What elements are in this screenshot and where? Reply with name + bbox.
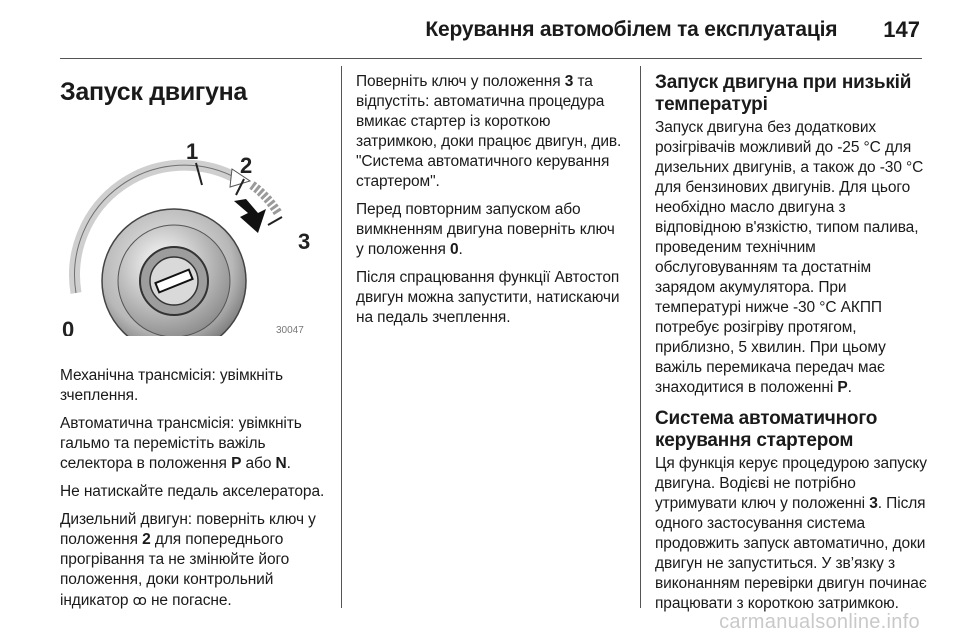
position-label-3: 3 [298, 229, 311, 254]
paragraph [60, 510, 328, 611]
para-text: Дизельний двигун: поверніть ключ у положення [60, 511, 316, 548]
para-text: Поверніть ключ у положення [356, 73, 565, 90]
position-n: N [275, 455, 287, 472]
paragraph [655, 118, 927, 398]
watermark-url: carmanualsonline.info [719, 611, 920, 633]
para-text: Запуск двигуна без додаткових розігрівачів можливий до -25 °C для дизельних двигунів, а також до -30 °C для бензинових двигунів. Для цього необхідно масло двигуна з відповідною в'язкістю, типом палива, проведеним технічним обслуговуванням та достатнім зарядом акумулятора. При температурі нижче -30 °C АКПП потребує розігріву протягом, приблизно, 5 хвилин. При цьому важіль перемикача передач має знаходитися в положенні [655, 119, 924, 396]
para-text: . [847, 379, 852, 396]
header-rule [60, 58, 922, 59]
para-text: або [241, 455, 276, 472]
ignition-switch-illustration [62, 121, 324, 336]
column-2 [356, 66, 626, 608]
engine-start-steps [60, 366, 328, 611]
para-text: Після спрацювання функції Автостоп двигун можна запустити, натискаючи на педаль зчеплення. [356, 269, 620, 326]
page-number: 147 [883, 17, 920, 42]
paragraph [356, 268, 626, 328]
position-label-0: 0 [62, 317, 75, 336]
position-0: 0 [450, 241, 459, 258]
position-label-1: 1 [186, 139, 199, 164]
position-label-2: 2 [240, 153, 253, 178]
paragraph [655, 454, 927, 614]
para-text: Механічна трансмісія: увімкніть зчеплення. [60, 367, 284, 404]
paragraph [60, 366, 328, 406]
para-text: . Після одного застосування система продовжить запуск автоматично, доки двигун не запуститься. У зв’язку з виконанням перевірки двигун починає працювати з короткою затримкою. [655, 495, 927, 612]
paragraph [60, 414, 328, 474]
subsection-title-autostart: Система автоматичного керування стартером [655, 408, 878, 451]
ignition-figure [62, 121, 324, 336]
para-text: Перед повторним запуском або вимкненням двигуна поверніть ключ у положення [356, 201, 615, 258]
page-header [60, 14, 920, 46]
section-title-engine-start: Запуск двигуна [60, 78, 248, 106]
position-3: 3 [869, 495, 878, 512]
position-p: P [837, 379, 848, 396]
paragraph [60, 482, 328, 502]
column-divider-2 [640, 66, 641, 608]
para-text: не погасне. [146, 592, 232, 609]
para-text: для попереднього прогрівання та не змінюйте його положення, доки контрольний індикатор [60, 531, 290, 609]
para-text: та відпустіть: автоматична процедура вмикає стартер із короткою затримкою, доки працює двигун, див. "Система автоматичного керування стартером". [356, 73, 622, 190]
column-1 [60, 66, 328, 608]
paragraph [356, 200, 626, 260]
header-title: Керування автомобілем та експлуатація [425, 18, 838, 41]
column-divider-1 [341, 66, 342, 608]
para-text: Ця функція керує процедурою запуску двигуна. Водієві не потрібно утримувати ключ у положенні [655, 455, 927, 512]
position-3: 3 [564, 73, 574, 90]
position-2: 2 [142, 531, 151, 548]
para-text: Автоматична трансмісія: увімкніть гальмо та перемістіть важіль селектора в положення [60, 415, 302, 472]
position-p: P [231, 455, 242, 472]
para-text: Не натискайте педаль акселератора. [60, 483, 325, 500]
glow-plug-indicator-icon: ꝏ [132, 592, 147, 608]
subsection-title-cold-start: Запуск двигуна при низькій температурі [655, 72, 912, 115]
para-text: . [286, 455, 291, 472]
column-3 [655, 66, 927, 612]
figure-code: 30047 [276, 325, 304, 336]
para-text: . [458, 241, 463, 258]
paragraph [356, 72, 626, 192]
